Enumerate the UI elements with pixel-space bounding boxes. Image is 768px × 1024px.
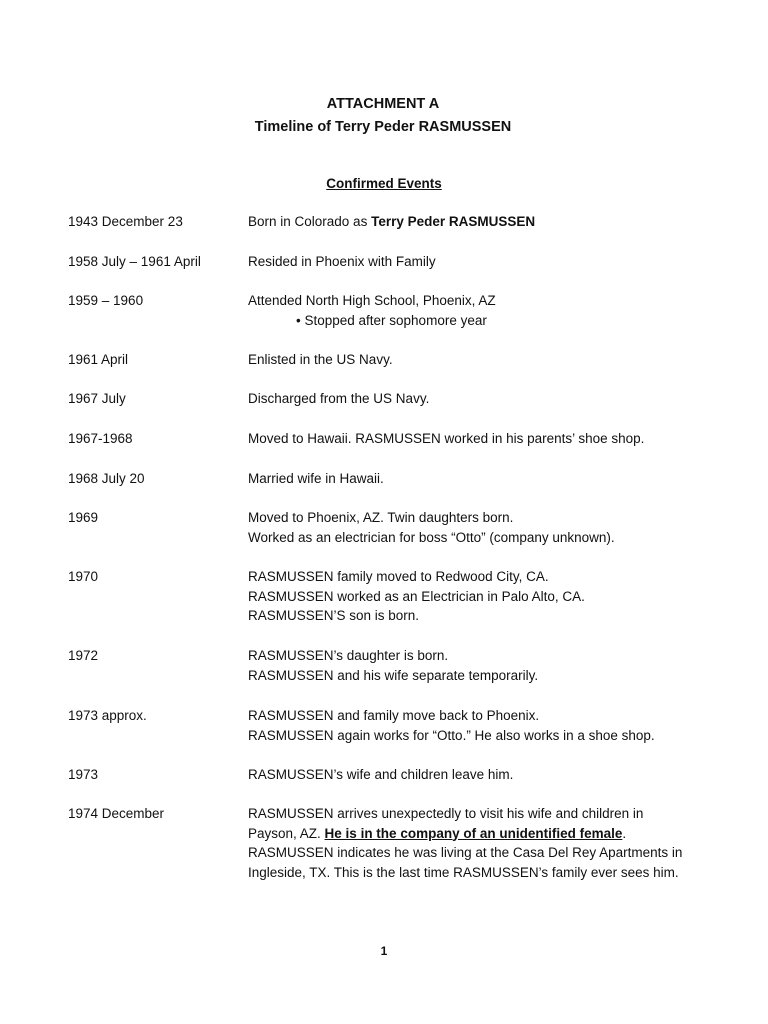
event-line — [248, 646, 718, 666]
event-text: . — [622, 825, 627, 841]
event-line — [248, 606, 718, 626]
timeline-date: 1974 December — [68, 806, 165, 821]
timeline-event — [248, 252, 718, 272]
timeline-date: 1970 — [68, 569, 99, 584]
event-text: Worked as an electrician for boss “Otto” (company unknown). — [248, 529, 615, 545]
event-line — [248, 429, 718, 449]
timeline-event — [248, 350, 718, 370]
event-line — [248, 666, 718, 686]
timeline-date: 1968 July 20 — [68, 471, 145, 486]
event-text: Ingleside, TX. This is the last time RASMUSSEN’s family ever sees him. — [248, 864, 679, 880]
event-text: Enlisted in the US Navy. — [248, 352, 393, 367]
event-line — [248, 291, 718, 311]
event-text: RASMUSSEN arrives unexpectedly to visit his wife and children in — [248, 806, 644, 821]
event-text: Born in Colorado as — [248, 214, 372, 229]
event-line — [248, 311, 718, 331]
event-line — [248, 350, 718, 370]
timeline-event — [248, 706, 718, 745]
event-text: Resided in Phoenix with Family — [248, 254, 436, 269]
timeline-event — [248, 508, 718, 547]
bold-text: Terry Peder RASMUSSEN — [371, 214, 536, 229]
timeline-event — [248, 212, 718, 232]
timeline-event — [248, 469, 718, 489]
timeline-event — [248, 389, 718, 409]
event-line — [248, 528, 718, 548]
event-line — [248, 212, 718, 232]
event-line — [248, 804, 718, 824]
event-line — [248, 508, 718, 528]
event-line — [248, 843, 718, 863]
event-line — [248, 252, 718, 272]
event-text: RASMUSSEN and his wife separate temporarily. — [248, 667, 539, 683]
timeline-date: 1969 — [68, 510, 99, 525]
event-text: Moved to Phoenix, AZ. Twin daughters born. — [248, 510, 514, 525]
event-line — [248, 765, 718, 785]
event-line — [248, 824, 718, 844]
event-text: Married wife in Hawaii. — [248, 471, 384, 486]
timeline-event — [248, 291, 718, 330]
timeline-event — [248, 646, 718, 685]
event-text: Attended North High School, Phoenix, AZ — [248, 293, 496, 308]
event-text: RASMUSSEN’s wife and children leave him. — [248, 767, 514, 782]
event-text: RASMUSSEN family moved to Redwood City, CA. — [248, 569, 549, 584]
document-subtitle: Timeline of Terry Peder RASMUSSEN — [254, 119, 512, 135]
event-text: • Stopped after sophomore year — [296, 312, 487, 328]
timeline-date: 1961 April — [68, 352, 129, 367]
event-line — [248, 567, 718, 587]
event-text: Discharged from the US Navy. — [248, 391, 430, 406]
event-text: RASMUSSEN indicates he was living at the Casa Del Rey Apartments in — [248, 845, 683, 860]
timeline-event — [248, 765, 718, 785]
timeline-date: 1943 December 23 — [68, 214, 183, 229]
timeline-event — [248, 567, 718, 626]
event-line — [248, 469, 718, 489]
timeline-date: 1973 — [68, 767, 99, 782]
page-number: 1 — [380, 944, 388, 958]
timeline-date: 1967 July — [68, 391, 126, 406]
event-text: RASMUSSEN again works for “Otto.” He also works in a shoe shop. — [248, 727, 655, 743]
event-line — [248, 863, 718, 883]
timeline-date: 1967-1968 — [68, 431, 133, 446]
event-text: RASMUSSEN’S son is born. — [248, 608, 420, 623]
event-text: RASMUSSEN and family move back to Phoenix. — [248, 708, 540, 723]
event-text: Moved to Hawaii. RASMUSSEN worked in his parents’ shoe shop. — [248, 431, 645, 446]
timeline-date: 1972 — [68, 648, 99, 663]
timeline-event — [248, 804, 718, 882]
section-heading: Confirmed Events — [326, 176, 442, 191]
event-text: RASMUSSEN worked as an Electrician in Palo Alto, CA. — [248, 588, 585, 604]
document-title: ATTACHMENT A — [326, 96, 440, 112]
event-line — [248, 706, 718, 726]
timeline-date: 1958 July – 1961 April — [68, 254, 201, 269]
event-line — [248, 726, 718, 746]
timeline-event — [248, 429, 718, 449]
emphasized-text: He is in the company of an unidentified female — [324, 825, 623, 841]
event-text: RASMUSSEN’s daughter is born. — [248, 648, 449, 663]
event-line — [248, 587, 718, 607]
timeline-date: 1973 approx. — [68, 708, 147, 723]
event-line — [248, 389, 718, 409]
timeline-date: 1959 – 1960 — [68, 293, 144, 308]
event-text: Payson, AZ. — [248, 825, 325, 841]
